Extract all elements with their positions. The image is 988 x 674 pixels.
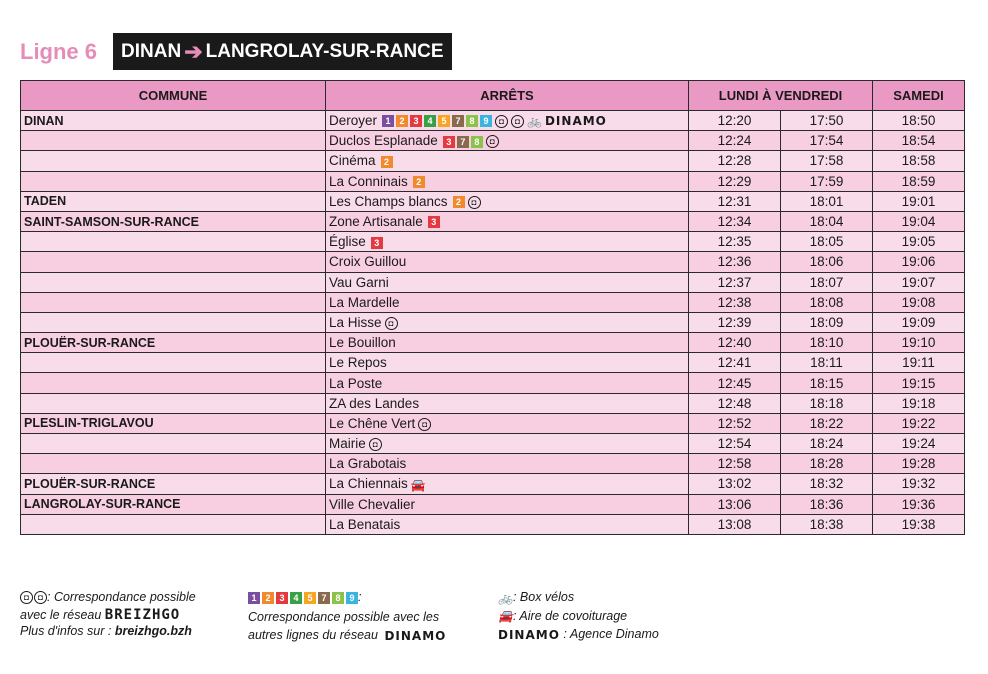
line-badge: 3: [410, 115, 422, 127]
weekday-time: 12:38: [689, 292, 781, 312]
stop-name: La Hisse: [329, 314, 382, 330]
weekday-time: 18:38: [781, 514, 873, 534]
commune-cell: [21, 454, 326, 474]
saturday-time: 19:05: [873, 232, 965, 252]
saturday-time: 19:24: [873, 434, 965, 454]
commune-cell: [21, 171, 326, 191]
legend-bike: : Box vélos: [512, 590, 575, 604]
col-header-weekdays: LUNDI À VENDREDI: [689, 81, 873, 111]
carpool-icon: 🚘: [410, 477, 426, 492]
dinamo-logo: DINAMO: [498, 628, 560, 643]
weekday-time: 13:08: [689, 514, 781, 534]
stop-name: Le Chêne Vert: [329, 415, 416, 431]
table-row: [21, 151, 965, 171]
dinamo-logo: DINAMO: [544, 114, 607, 129]
table-row: [21, 292, 965, 312]
line-badge: 3: [276, 592, 288, 604]
weekday-time: 12:37: [689, 272, 781, 292]
saturday-time: 19:09: [873, 312, 965, 332]
line-badge: 3: [371, 237, 383, 249]
commune-cell: SAINT-SAMSON-SUR-RANCE: [21, 211, 326, 231]
bus-circle-icon: ◘: [511, 115, 524, 128]
stop-cell: [326, 111, 689, 131]
weekday-time: 12:54: [689, 434, 781, 454]
weekday-time: 12:35: [689, 232, 781, 252]
saturday-time: 19:08: [873, 292, 965, 312]
stop-cell: [326, 494, 689, 514]
stop-cell: [326, 131, 689, 151]
table-row: [21, 252, 965, 272]
weekday-time: 18:18: [781, 393, 873, 413]
bus-circle-icon: ◘: [486, 135, 499, 148]
bus-circle-icon: ◘: [468, 196, 481, 209]
weekday-time: 12:40: [689, 333, 781, 353]
saturday-time: 19:11: [873, 353, 965, 373]
table-row: [21, 413, 965, 433]
legend-car: : Aire de covoiturage: [512, 608, 628, 623]
legend-lines-text2: autres lignes du réseau: [248, 628, 378, 642]
weekday-time: 12:58: [689, 454, 781, 474]
line-badge: 2: [453, 196, 465, 208]
commune-cell: [21, 434, 326, 454]
saturday-time: 19:38: [873, 514, 965, 534]
weekday-time: 12:29: [689, 171, 781, 191]
stop-name: Croix Guillou: [329, 254, 407, 270]
line-badge: 9: [480, 115, 492, 127]
stop-name: La Chiennais: [329, 476, 408, 492]
title-row: [20, 33, 452, 70]
stop-name: La Poste: [329, 375, 383, 391]
line-badge: 8: [466, 115, 478, 127]
bike-box-icon: 🚲: [498, 590, 513, 605]
weekday-time: 18:22: [781, 413, 873, 433]
weekday-time: 18:10: [781, 333, 873, 353]
table-row: [21, 434, 965, 454]
stop-cell: [326, 211, 689, 231]
route-origin: DINAN: [121, 40, 182, 62]
weekday-time: 18:28: [781, 454, 873, 474]
bike-box-icon: 🚲: [527, 114, 542, 129]
line-badge: 7: [318, 592, 330, 604]
table-row: [21, 333, 965, 353]
weekday-time: 12:20: [689, 111, 781, 131]
stop-name: Cinéma: [329, 153, 376, 169]
weekday-time: 18:08: [781, 292, 873, 312]
table-row: [21, 494, 965, 514]
saturday-time: 18:58: [873, 151, 965, 171]
weekday-time: 12:28: [689, 151, 781, 171]
bus-circle-icon: ◘: [34, 591, 47, 604]
weekday-time: 18:09: [781, 312, 873, 332]
line-badge: 2: [396, 115, 408, 127]
stop-cell: [326, 252, 689, 272]
breizhgo-logo: BREIZHGO: [104, 607, 181, 623]
commune-cell: [21, 272, 326, 292]
line-badge: 9: [346, 592, 358, 604]
weekday-time: 13:06: [689, 494, 781, 514]
legend-services: [498, 588, 698, 644]
timetable-body: [21, 111, 965, 535]
weekday-time: 12:31: [689, 191, 781, 211]
weekday-time: 12:36: [689, 252, 781, 272]
saturday-time: 19:28: [873, 454, 965, 474]
saturday-time: 19:15: [873, 373, 965, 393]
saturday-time: 19:32: [873, 474, 965, 494]
commune-cell: PLOUËR-SUR-RANCE: [21, 474, 326, 494]
table-row: [21, 211, 965, 231]
table-row: [21, 191, 965, 211]
line-badge: 4: [424, 115, 436, 127]
route-destination: LANGROLAY-SUR-RANCE: [205, 40, 444, 62]
saturday-time: 19:04: [873, 211, 965, 231]
table-row: [21, 353, 965, 373]
legend-breizhgo-text: : Correspondance possible: [47, 590, 196, 604]
line-badge: 2: [262, 592, 274, 604]
bus-circle-icon: ◘: [495, 115, 508, 128]
stop-cell: [326, 373, 689, 393]
legend-breizhgo-info: Plus d'infos sur :: [20, 624, 112, 638]
legend-breizhgo-text2: avec le réseau: [20, 608, 102, 622]
col-header-stops: ARRÊTS: [326, 81, 689, 111]
table-row: [21, 514, 965, 534]
legend-agency: : Agence Dinamo: [563, 627, 659, 642]
table-row: [21, 454, 965, 474]
dinamo-logo: DINAMO: [384, 628, 447, 643]
carpool-icon: 🚘: [498, 609, 513, 624]
line-badge: 7: [452, 115, 464, 127]
line-badge: 1: [382, 115, 394, 127]
line-badge: 8: [332, 592, 344, 604]
stop-name: ZA des Landes: [329, 395, 420, 411]
stop-cell: [326, 474, 689, 494]
weekday-time: 18:01: [781, 191, 873, 211]
weekday-time: 12:45: [689, 373, 781, 393]
line-badge: 1: [248, 592, 260, 604]
line-badge: 5: [304, 592, 316, 604]
bus-circle-icon: ◘: [418, 418, 431, 431]
line-badge: 5: [438, 115, 450, 127]
table-row: [21, 171, 965, 191]
stop-name: Ville Chevalier: [329, 496, 416, 512]
stop-cell: [326, 333, 689, 353]
saturday-time: 19:06: [873, 252, 965, 272]
weekday-time: 17:58: [781, 151, 873, 171]
stop-cell: [326, 514, 689, 534]
stop-name: Les Champs blancs: [329, 193, 448, 209]
table-row: [21, 272, 965, 292]
stop-name: Mairie: [329, 436, 366, 452]
legend-lines: [248, 588, 478, 645]
saturday-time: 18:54: [873, 131, 965, 151]
weekday-time: 18:05: [781, 232, 873, 252]
line-badge: 2: [413, 176, 425, 188]
line-badge: 3: [443, 136, 455, 148]
stop-name: Le Bouillon: [329, 335, 396, 351]
weekday-time: 18:32: [781, 474, 873, 494]
stop-cell: [326, 272, 689, 292]
weekday-time: 18:15: [781, 373, 873, 393]
breizhgo-link[interactable]: breizhgo.bzh: [114, 624, 192, 638]
commune-cell: [21, 252, 326, 272]
weekday-time: 17:50: [781, 111, 873, 131]
stop-cell: [326, 434, 689, 454]
saturday-time: 19:10: [873, 333, 965, 353]
weekday-time: 17:54: [781, 131, 873, 151]
stop-name: Zone Artisanale: [329, 214, 423, 230]
line-badge: 2: [381, 156, 393, 168]
line-badge: 3: [428, 216, 440, 228]
weekday-time: 18:04: [781, 211, 873, 231]
header-row: [21, 81, 965, 111]
commune-cell: DINAN: [21, 111, 326, 131]
stop-cell: [326, 171, 689, 191]
commune-cell: [21, 232, 326, 252]
commune-cell: LANGROLAY-SUR-RANCE: [21, 494, 326, 514]
stop-cell: [326, 393, 689, 413]
saturday-time: 19:22: [873, 413, 965, 433]
commune-cell: [21, 292, 326, 312]
stop-name: Vau Garni: [329, 274, 389, 290]
stop-cell: [326, 413, 689, 433]
table-row: [21, 232, 965, 252]
legend-line-badges: [248, 588, 478, 606]
table-row: [21, 474, 965, 494]
commune-cell: [21, 312, 326, 332]
table-row: [21, 131, 965, 151]
bus-circle-icon: ◘: [385, 317, 398, 330]
table-row: [21, 312, 965, 332]
weekday-time: 17:59: [781, 171, 873, 191]
saturday-time: 19:36: [873, 494, 965, 514]
stop-name: Deroyer: [329, 112, 378, 128]
stop-cell: [326, 191, 689, 211]
stop-name: La Conninais: [329, 173, 408, 189]
commune-cell: [21, 514, 326, 534]
line-name: Ligne 6: [20, 38, 98, 64]
route-box: [113, 33, 451, 70]
col-header-saturday: SAMEDI: [873, 81, 965, 111]
saturday-time: 19:01: [873, 191, 965, 211]
commune-cell: [21, 131, 326, 151]
commune-cell: [21, 353, 326, 373]
weekday-time: 12:24: [689, 131, 781, 151]
stop-name: Église: [329, 234, 366, 250]
saturday-time: 18:59: [873, 171, 965, 191]
bus-circle-icon: ◘: [369, 438, 382, 451]
commune-cell: PLOUËR-SUR-RANCE: [21, 333, 326, 353]
weekday-time: 12:41: [689, 353, 781, 373]
saturday-time: 18:50: [873, 111, 965, 131]
stop-cell: [326, 232, 689, 252]
commune-cell: [21, 151, 326, 171]
stop-cell: [326, 292, 689, 312]
line-badge: 7: [457, 136, 469, 148]
bus-circle-icon: ◘: [20, 591, 33, 604]
commune-cell: [21, 373, 326, 393]
stop-cell: [326, 151, 689, 171]
stop-name: La Grabotais: [329, 456, 407, 472]
saturday-time: 19:07: [873, 272, 965, 292]
stop-cell: [326, 353, 689, 373]
commune-cell: TADEN: [21, 191, 326, 211]
table-row: [21, 373, 965, 393]
col-header-commune: COMMUNE: [21, 81, 326, 111]
stop-name: La Mardelle: [329, 294, 400, 310]
weekday-time: 18:07: [781, 272, 873, 292]
arrow-right-icon: ➔: [184, 38, 203, 64]
line-badge: 8: [471, 136, 483, 148]
table-row: [21, 111, 965, 131]
table-row: [21, 393, 965, 413]
weekday-time: 18:11: [781, 353, 873, 373]
stop-cell: [326, 454, 689, 474]
weekday-time: 13:02: [689, 474, 781, 494]
commune-cell: PLESLIN-TRIGLAVOU: [21, 413, 326, 433]
weekday-time: 12:34: [689, 211, 781, 231]
stop-name: Le Repos: [329, 355, 387, 371]
timetable: [20, 80, 965, 535]
weekday-time: 18:06: [781, 252, 873, 272]
weekday-time: 12:48: [689, 393, 781, 413]
weekday-time: 12:52: [689, 413, 781, 433]
stop-cell: [326, 312, 689, 332]
stop-name: La Benatais: [329, 516, 401, 532]
weekday-time: 18:24: [781, 434, 873, 454]
line-badge: 4: [290, 592, 302, 604]
legend-colon: :: [358, 590, 362, 604]
stop-name: Duclos Esplanade: [329, 133, 438, 149]
commune-cell: [21, 393, 326, 413]
legend-breizhgo: [20, 588, 235, 640]
saturday-time: 19:18: [873, 393, 965, 413]
legend-lines-text: Correspondance possible avec les: [248, 610, 440, 624]
weekday-time: 18:36: [781, 494, 873, 514]
weekday-time: 12:39: [689, 312, 781, 332]
